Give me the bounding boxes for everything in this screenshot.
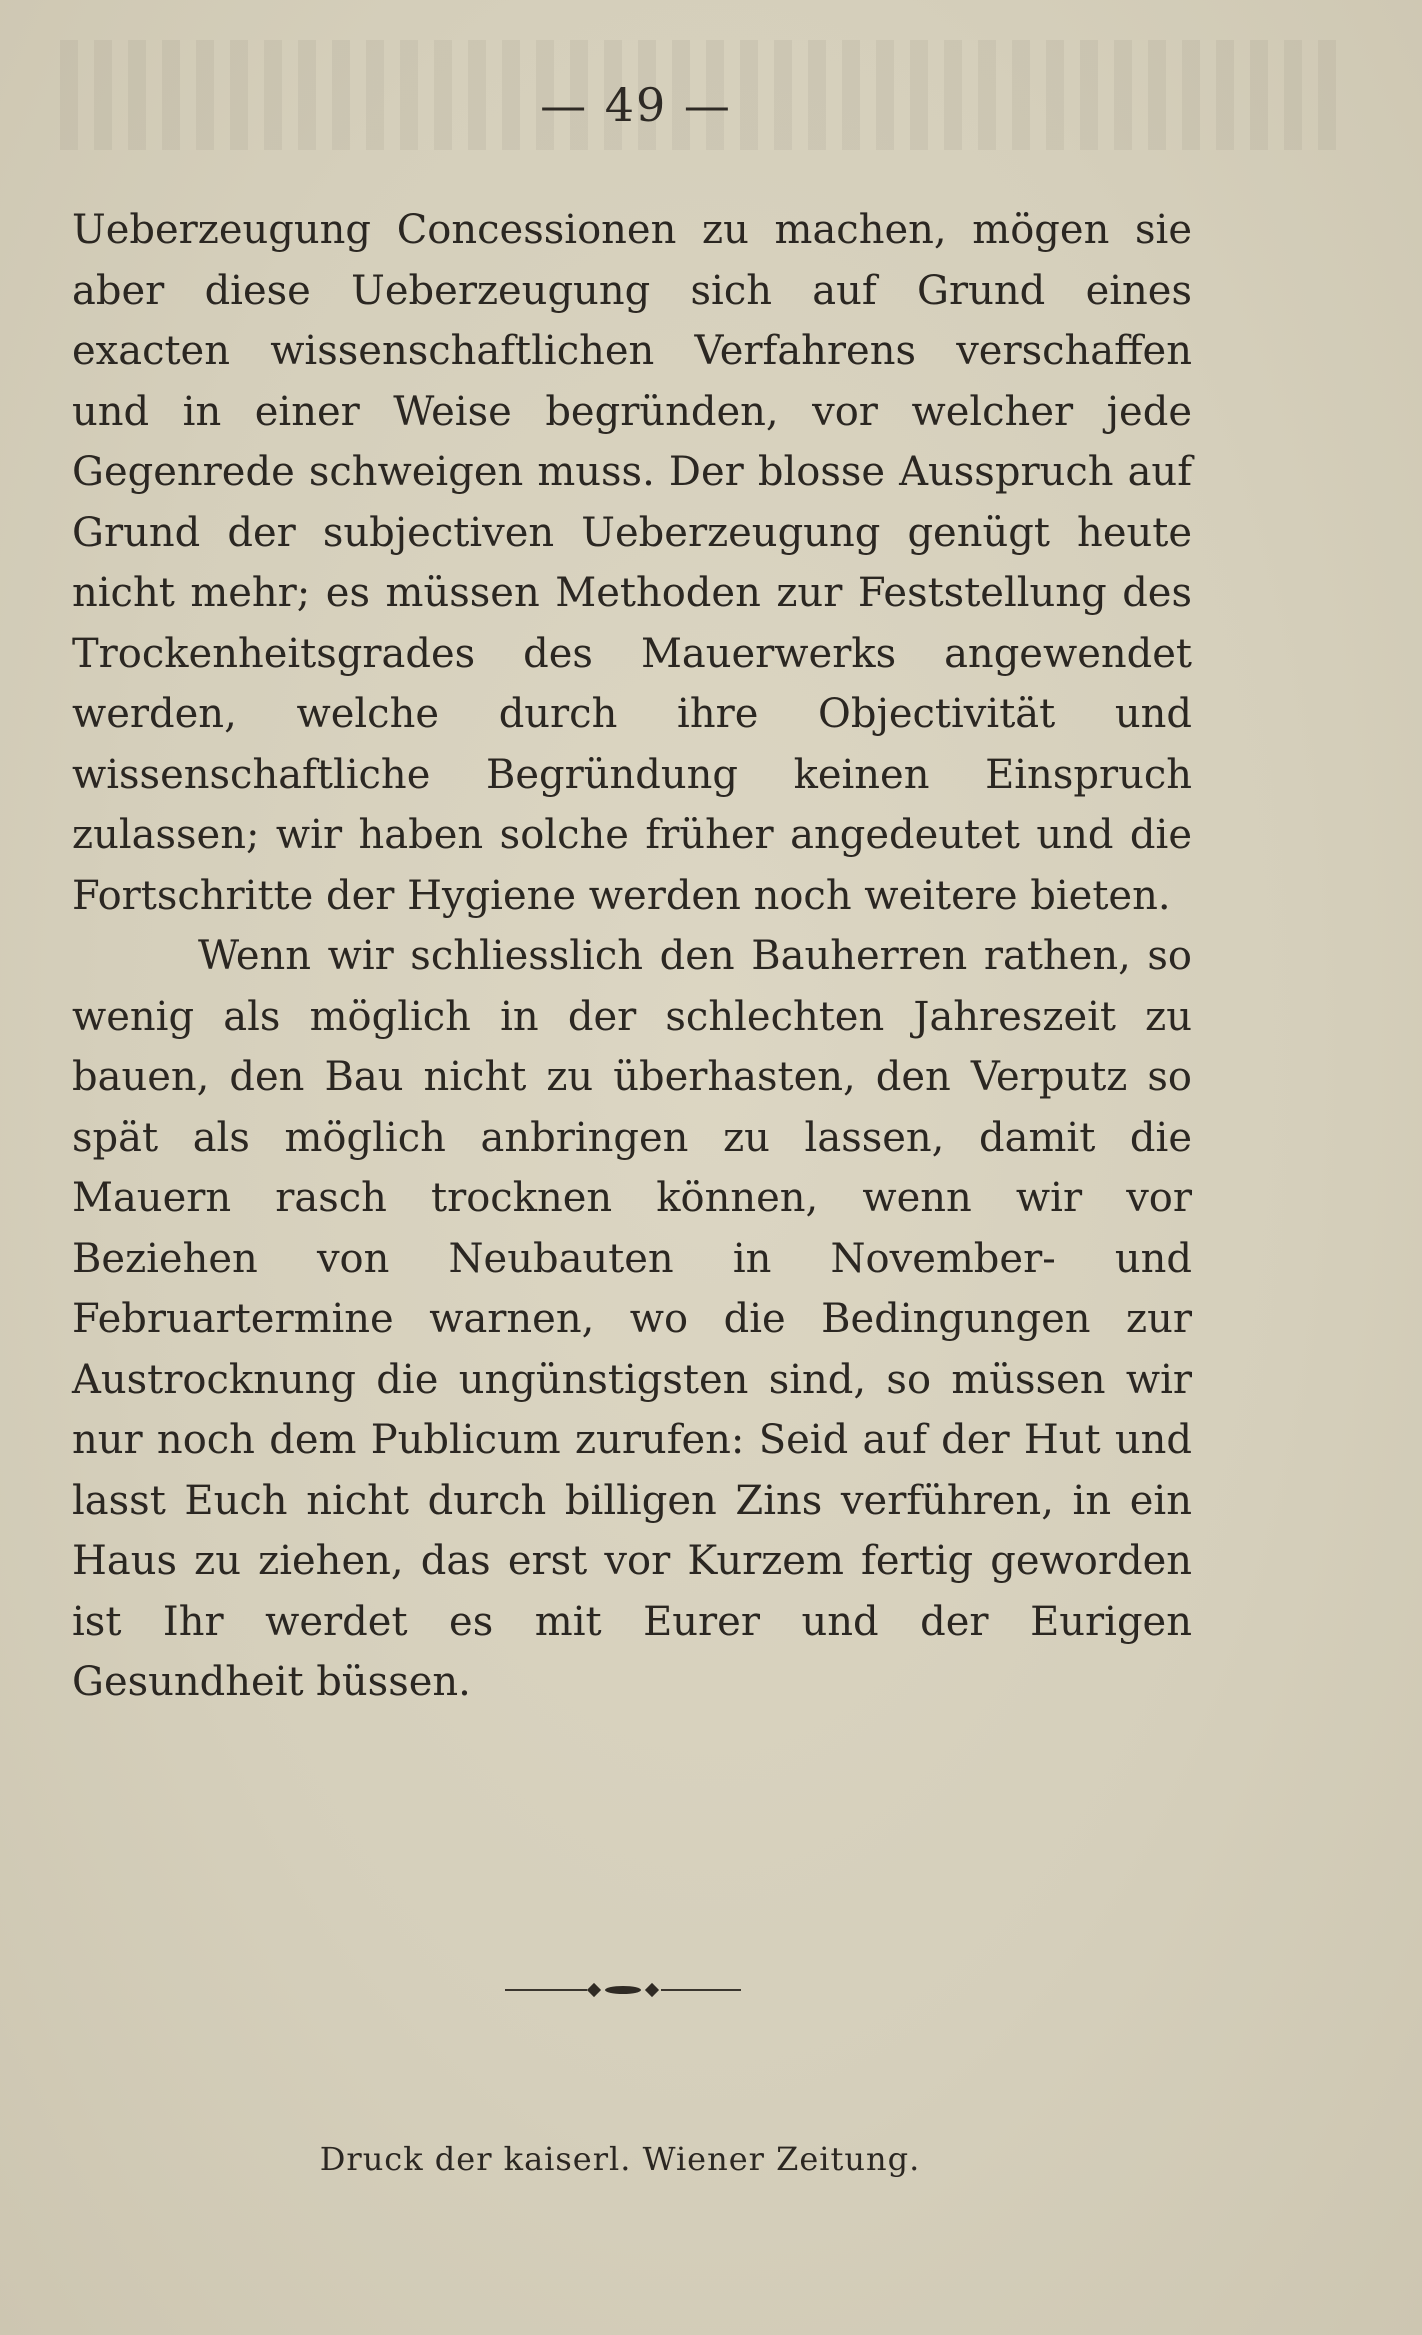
paragraph-2: Wenn wir schliesslich den Bauherren rathen, so wenig als möglich in der schlechten Jahreszeit zu bauen, den Bau nicht zu überhasten, den Verputz so spät als möglich anbringen zu lassen, damit die Mauern rasch trocknen können, wenn wir vor Beziehen von Neubauten in November- und Februartermine warnen, wo die Bedingungen zur Austrocknung die ungünstigsten sind, so müssen wir nur noch dem Publicum zurufen: Seid auf der Hut und lasst Euch nicht durch billigen Zins verführen, in ein Haus zu ziehen, das erst vor Kurzem fertig geworden ist Ihr werdet es mit Eurer und der Eurigen Gesundheit büssen. — [72, 933, 1192, 1705]
ornamental-divider — [505, 1980, 741, 2000]
printer-imprint: Druck der kaiserl. Wiener Zeitung. — [319, 2140, 921, 2178]
page-number: — 49 — — [540, 78, 732, 132]
divider-lozenge — [605, 1986, 641, 1994]
body-text — [72, 200, 1192, 1713]
divider-diamond-left — [587, 1983, 601, 1997]
divider-rule-left — [505, 1989, 587, 1991]
divider-diamond-right — [645, 1983, 659, 1997]
divider-rule-right — [661, 1989, 741, 1991]
paragraph-1: Ueberzeugung Concessionen zu machen, mögen sie aber diese Ueberzeugung sich auf Grund eines exacten wissenschaftlichen Verfahrens verschaffen und in einer Weise begründen, vor welcher jede Gegenrede schweigen muss. Der blosse Ausspruch auf Grund der subjectiven Ueberzeugung genügt heute nicht mehr; es müssen Methoden zur Feststellung des Trockenheitsgrades des Mauerwerks angewendet werden, welche durch ihre Objectivität und wissenschaftliche Begründung keinen Einspruch zulassen; wir haben solche früher angedeutet und die Fortschritte der Hygiene werden noch weitere bieten. — [72, 207, 1192, 919]
